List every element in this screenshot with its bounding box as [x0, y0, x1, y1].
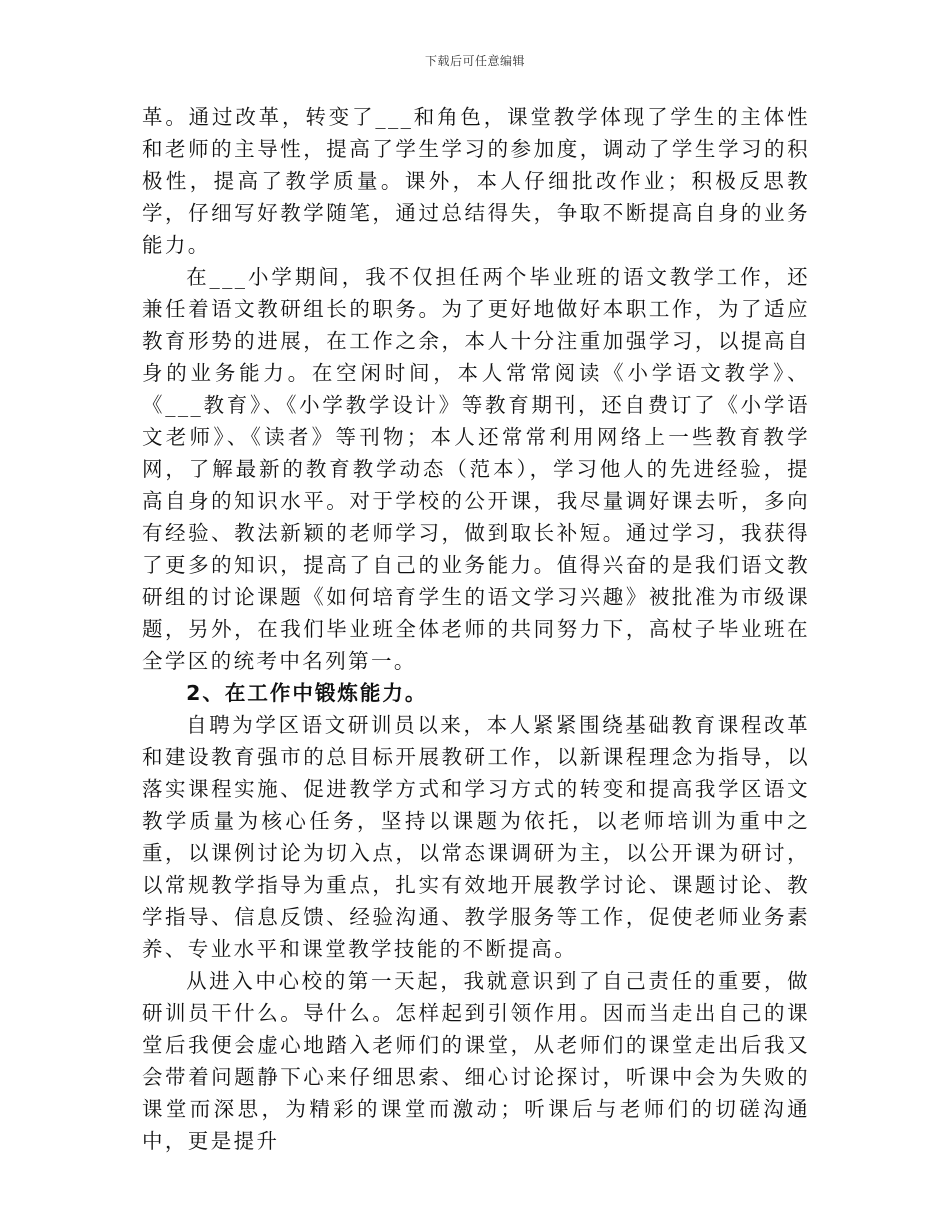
paragraph-2: 在___小学期间，我不仅担任两个毕业班的语文教学工作，还兼任着语文教研组长的职务。为了更好地做好本职工作，为了适应教育形势的进展，在工作之余，本人十分注重加强学习，以提高自身的业务能力。在空闲时间，本人常常阅读《小学语文教学》、《___教育》、《小学教学设计》等教育期刊，还自费订了《小学语文老师》、《读者》等刊物；本人还常常利用网络上一些教育教学网，了解最新的教育教学动态（范本），学习他人的先进经验，提高自身的知识水平。对于学校的公开课，我尽量调好课去听，多向有经验、教法新颖的老师学习，做到取长补短。通过学习，我获得了更多的知识，提高了自己的业务能力。值得兴奋的是我们语文教研组的讨论课题《如何培育学生的语文学习兴趣》被批准为市级课题，另外，在我们毕业班全体老师的共同努力下，高杖子毕业班在全学区的统考中名列第一。 [142, 265, 810, 673]
paragraph-3: 自聘为学区语文研训员以来，本人紧紧围绕基础教育课程改革和建设教育强市的总目标开展教研工作，以新课程理念为指导，以落实课程实施、促进教学方式和学习方式的转变和提高我学区语文教学质量为核心任务，坚持以课题为依托，以老师培训为重中之重，以课例讨论为切入点，以常态课调研为主，以公开课为研讨，以常规教学指导为重点，扎实有效地开展教学讨论、课题讨论、教学指导、信息反馈、经验沟通、教学服务等工作，促使老师业务素养、专业水平和课堂教学技能的不断提高。 [142, 713, 810, 961]
page-header: 下载后可任意编辑 [424, 54, 525, 68]
paragraph-1: 革。通过改革，转变了___和角色，课堂教学体现了学生的主体性和老师的主导性，提高了学生学习的参加度，调动了学生学习的积极性，提高了教学质量。课外，本人仔细批改作业；积极反思教学，仔细写好教学随笔，通过总结得失，争取不断提高自身的业务能力。 [142, 105, 810, 257]
section-heading: 2、在工作中锻炼能力。 [186, 681, 428, 705]
document-body [142, 101, 810, 1157]
paragraph-4: 从进入中心校的第一天起，我就意识到了自己责任的重要，做研训员干什么。导什么。怎样起到引领作用。因而当走出自己的课堂后我便会虚心地踏入老师们的课堂，从老师们的课堂走出后我又会带着问题静下心来仔细思索、细心讨论探讨，听课中会为失败的课堂而深思，为精彩的课堂而激动；听课后与老师们的切磋沟通中，更是提升 [142, 969, 810, 1153]
